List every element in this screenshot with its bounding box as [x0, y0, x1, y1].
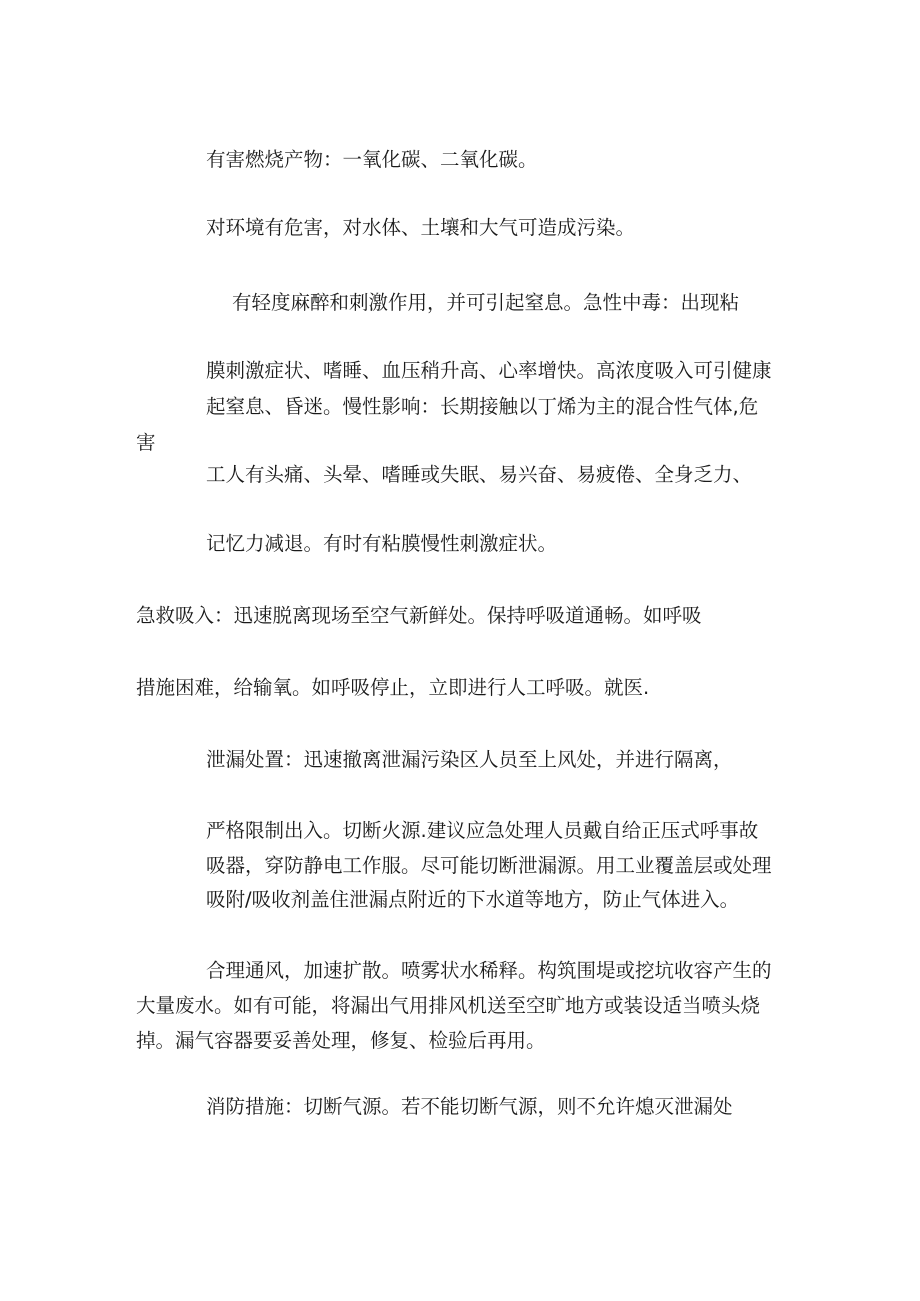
text-line-9: 急救吸入：迅速脱离现场至空气新鲜处。保持呼吸道通畅。如呼吸: [136, 604, 702, 627]
text-line-13: 吸器，穿防静电工作服。尽可能切断泄漏源。用工业覆盖层或处理: [206, 854, 772, 877]
text-line-12: 严格限制出入。切断火源.建议应急处理人员戴自给正压式呼事故: [206, 819, 759, 842]
text-line-16: 大量废水。如有可能，将漏出气用排风机送至空旷地方或装设适当喷头烧: [136, 994, 761, 1017]
text-line-5: 起窒息、昏迷。慢性影响：长期接触以丁烯为主的混合性气体,危: [206, 395, 759, 418]
text-line-10: 措施困难，给输氧。如呼吸停止，立即进行人工呼吸。就医.: [136, 676, 650, 699]
text-line-18: 消防措施：切断气源。若不能切断气源，则不允许熄灭泄漏处: [206, 1095, 733, 1118]
text-line-2: 对环境有危害，对水体、土壤和大气可造成污染。: [206, 216, 636, 239]
text-line-6: 害: [136, 431, 156, 454]
text-line-15: 合理通风，加速扩散。喷雾状水稀释。构筑围堤或挖坑收容产生的: [206, 959, 772, 982]
text-line-7: 工人有头痛、头晕、嗜睡或失眠、易兴奋、易疲倦、全身乏力、: [206, 463, 753, 486]
text-line-1: 有害燃烧产物：一氧化碳、二氧化碳。: [206, 148, 538, 171]
text-line-14: 吸附/吸收剂盖住泄漏点附近的下水道等地方，防止气体进入。: [206, 888, 740, 911]
text-line-4: 膜刺激症状、嗜睡、血压稍升高、心率增快。高浓度吸入可引健康: [206, 359, 772, 382]
text-line-3: 有轻度麻醉和刺激作用，并可引起窒息。急性中毒：出现粘: [232, 291, 740, 314]
text-line-8: 记忆力减退。有时有粘膜慢性刺激症状。: [206, 532, 558, 555]
text-line-11: 泄漏处置：迅速撤离泄漏污染区人员至上风处，并进行隔离，: [206, 748, 733, 771]
text-line-17: 掉。漏气容器要妥善处理，修复、检验后再用。: [136, 1029, 546, 1052]
